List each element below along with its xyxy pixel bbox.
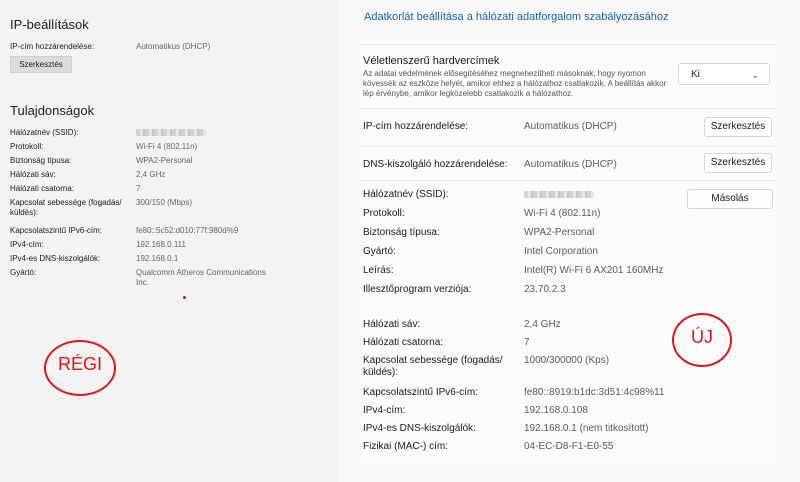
chevron-down-icon: ⌄ (751, 70, 759, 80)
old-prop-value: WPA2-Personal (136, 156, 193, 165)
random-hw-description: Az adatai védelmének elősegítéséhez megnehezítheti másoknak, hogy nyomon kövessék az eszköze helyét, amikor ehhez a hálózathoz csatlakozik. A beállítás akkor lép érvénybe, amikor legközelebb csatlakozik a hálózathoz. (363, 69, 667, 98)
new-prop-value: Intel Corporation (524, 246, 598, 257)
ssid-redacted (524, 191, 594, 198)
annotation-new-circle (672, 313, 732, 367)
ip-assignment-label: IP-cím hozzárendelése: (10, 42, 95, 51)
edit-ip-button[interactable]: Szerkesztés (704, 117, 772, 137)
new-prop-value: WPA2-Personal (524, 227, 595, 238)
new-prop-value: Wi-Fi 4 (802.11n) (524, 208, 601, 219)
new-ssid-value (524, 189, 594, 201)
annotation-old-circle (44, 340, 116, 396)
random-hw-card (358, 44, 778, 107)
new-prop-value: Intel(R) Wi-Fi 6 AX201 160MHz (524, 265, 664, 276)
ip-assignment-row (358, 108, 778, 145)
old-prop-value: 7 (136, 184, 141, 193)
ssid-redacted (136, 129, 206, 136)
dns-assignment-value: Automatikus (DHCP) (524, 159, 617, 170)
old-prop-label: Hálózati csatorna: (10, 184, 75, 193)
old-prop-value: 2,4 GHz (136, 170, 166, 179)
old-prop-label: IPv4-cím: (10, 240, 44, 249)
old-prop-value: 192.168.0.111 (136, 240, 186, 249)
old-settings-panel (0, 0, 338, 482)
old-prop-label: Protokoll: (10, 142, 44, 151)
dropdown-value: Ki (691, 69, 700, 80)
ip-assignment-label: IP-cím hozzárendelése: (363, 121, 469, 132)
new-prop-value: 1000/300000 (Kps) (524, 355, 610, 366)
random-hw-title: Véletlenszerű hardvercímek (363, 55, 500, 67)
new-prop-value: 23.70.2.3 (524, 284, 566, 295)
old-prop-label: Gyártó: (10, 268, 37, 277)
new-prop-label: Illesztőprogram verziója: (363, 284, 472, 295)
new-prop-label: Leírás: (363, 265, 394, 276)
new-prop-value: 2,4 GHz (524, 319, 561, 330)
edit-dns-button[interactable]: Szerkesztés (704, 153, 772, 173)
new-prop-label: Fizikai (MAC-) cím: (363, 441, 448, 452)
old-prop-value: 300/150 (Mbps) (136, 198, 193, 207)
ip-assignment-value: Automatikus (DHCP) (524, 121, 617, 132)
old-prop-label: Biztonság típusa: (10, 156, 72, 165)
new-prop-label: Kapcsolat sebessége (fogadás/ küldés): (363, 355, 503, 378)
new-prop-label: Gyártó: (363, 246, 396, 257)
ip-assignment-value: Automatikus (DHCP) (136, 42, 211, 51)
new-prop-label: Protokoll: (363, 208, 405, 219)
data-limit-link[interactable]: Adatkorlát beállítása a hálózati adatforgalom szabályozásához (364, 11, 669, 23)
new-prop-label: IPv4-es DNS-kiszolgálók: (363, 423, 476, 434)
new-prop-value: 7 (524, 337, 530, 348)
old-prop-label: Kapcsolatszintű IPv6-cím: (10, 226, 103, 235)
new-prop-label: Hálózatnév (SSID): (363, 189, 449, 200)
old-ssid-value (136, 128, 286, 138)
new-prop-value: 192.168.0.1 (nem titkosított) (524, 423, 649, 434)
old-prop-label: Hálózati sáv: (10, 170, 56, 179)
copy-button[interactable]: Másolás (687, 189, 773, 209)
old-prop-value: Qualcomm Atheros Communications Inc. (136, 268, 266, 287)
dns-assignment-label: DNS-kiszolgáló hozzárendelése: (363, 159, 508, 170)
new-prop-value: 04-EC-D8-F1-E0-55 (524, 441, 614, 452)
new-prop-label: Hálózati sáv: (363, 319, 421, 330)
random-hw-dropdown[interactable] (678, 63, 770, 85)
old-prop-value: 192.168.0.1 (136, 254, 179, 263)
new-prop-label: IPv4-cím: (363, 405, 406, 416)
edit-ip-button[interactable]: Szerkesztés (10, 56, 72, 73)
old-prop-value: fe80::5c52:d010:77f:980d%9 (136, 226, 239, 235)
new-prop-label: Hálózati csatorna: (363, 337, 444, 348)
old-prop-label: IPv4-es DNS-kiszolgálók: (10, 254, 101, 263)
old-prop-value: Wi-Fi 4 (802.11n) (136, 142, 198, 151)
new-prop-value: 192.168.0.108 (524, 405, 588, 416)
annotation-old-text: RÉGI (57, 354, 102, 374)
old-prop-label: Kapcsolat sebessége (fogadás/ küldés): (10, 198, 122, 217)
dns-assignment-row (358, 146, 778, 179)
annotation-new-text: ÚJ (691, 327, 713, 347)
new-settings-panel (338, 0, 800, 482)
new-prop-label: Biztonság típusa: (363, 227, 440, 238)
red-dot-mark (183, 296, 186, 299)
new-prop-value: fe80::8919:b1dc:3d51:4c98%11 (524, 387, 665, 398)
old-prop-label: Hálózatnév (SSID): (10, 128, 79, 137)
properties-heading: Tulajdonságok (10, 103, 95, 118)
new-prop-label: Kapcsolatszintű IPv6-cím: (363, 387, 479, 398)
ip-settings-heading: IP-beállítások (10, 17, 89, 32)
